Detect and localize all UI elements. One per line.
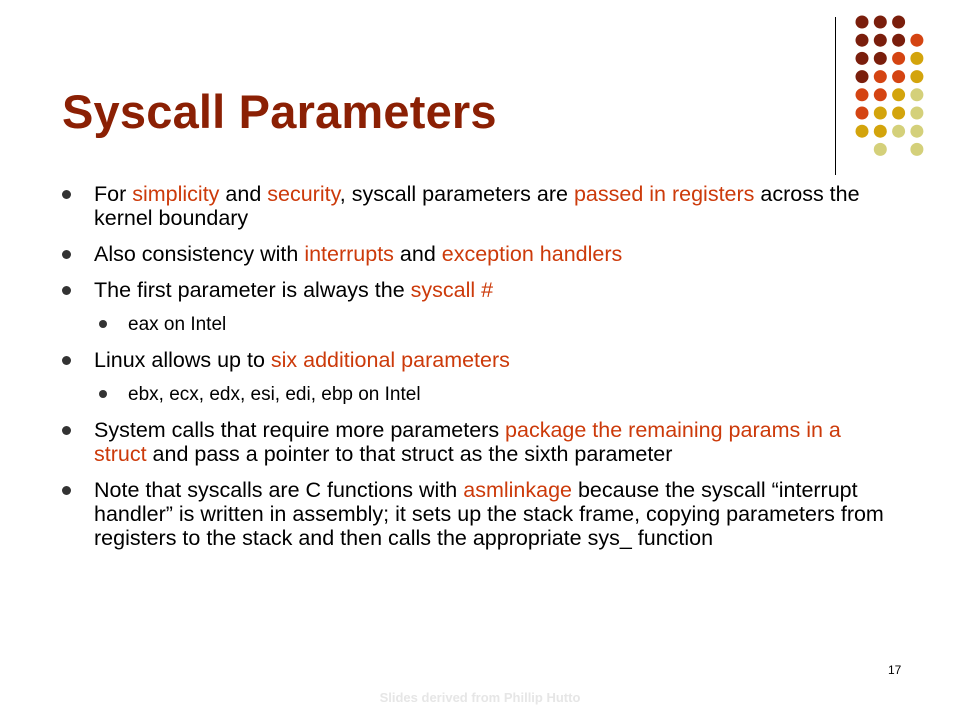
footer-credit: Slides derived from Phillip Hutto: [379, 690, 581, 705]
decorative-dot: [910, 52, 923, 65]
decorative-dot: [856, 125, 869, 138]
decorative-dot: [856, 70, 869, 83]
decorative-dot: [874, 52, 887, 65]
decorative-dot: [856, 52, 869, 65]
decorative-dot: [856, 88, 869, 101]
decorative-dot: [874, 70, 887, 83]
bullet-text: across the kernel boundary: [94, 182, 860, 230]
decorative-dot: [910, 107, 923, 120]
slide-title: Syscall Parameters: [62, 85, 497, 138]
bullet-dot-icon: [62, 286, 71, 295]
bullet-item: [62, 418, 892, 466]
bullet-text: For: [94, 182, 133, 206]
bullet-item: [62, 478, 892, 550]
decorative-dot: [874, 107, 887, 120]
highlighted-text: package the remaining params in a struct: [94, 418, 841, 466]
page-number: 17: [888, 663, 902, 677]
bullet-text: The first parameter is always the: [94, 278, 411, 302]
highlighted-text: asmlinkage: [463, 478, 572, 502]
bullet-item: [62, 348, 892, 372]
highlighted-text: syscall #: [410, 278, 494, 302]
bullet-text: Linux allows up to: [94, 348, 271, 372]
decorative-dot: [892, 70, 905, 83]
decorative-dot: [892, 16, 905, 29]
highlighted-text: simplicity: [132, 182, 220, 206]
decorative-dot: [910, 143, 923, 156]
decorative-dot: [874, 125, 887, 138]
bullet-dot-icon: [62, 356, 71, 365]
bullet-item: [62, 278, 892, 302]
bullet-text: , syscall parameters are: [339, 182, 574, 206]
decorative-dot: [892, 125, 905, 138]
bullet-text: and: [219, 182, 268, 206]
highlighted-text: security: [267, 182, 340, 206]
decorative-dot: [892, 88, 905, 101]
bullet-item: [62, 182, 892, 230]
bullet-text: Also consistency with: [94, 242, 305, 266]
sub-bullet-item: [62, 384, 892, 406]
decorative-dot: [910, 34, 923, 47]
bullet-list: [62, 182, 892, 562]
bullet-dot-icon: [62, 426, 71, 435]
bullet-item: [62, 242, 892, 266]
decorative-dot: [892, 52, 905, 65]
decorative-dot-grid: [0, 0, 960, 180]
decorative-dot: [874, 143, 887, 156]
decorative-dot: [856, 16, 869, 29]
decorative-dot: [910, 125, 923, 138]
highlighted-text: exception handlers: [441, 242, 623, 266]
decorative-dot: [856, 34, 869, 47]
decorative-dot: [874, 16, 887, 29]
decorative-dot: [892, 34, 905, 47]
decorative-dot: [874, 88, 887, 101]
decorative-dot: [910, 70, 923, 83]
decorative-dot: [874, 34, 887, 47]
highlighted-text: six additional parameters: [270, 348, 510, 372]
bullet-text: because the syscall “interrupt handler” is written in assembly; it sets up the stack frame, copying parameters from registers to the stack and then calls the appropriate sys_ function: [94, 478, 884, 550]
decorative-dot: [910, 88, 923, 101]
bullet-dot-icon: [99, 320, 107, 328]
highlighted-text: passed in registers: [573, 182, 755, 206]
bullet-text: eax on Intel: [128, 314, 227, 335]
bullet-dot-icon: [99, 390, 107, 398]
bullet-dot-icon: [62, 486, 71, 495]
sub-bullet-item: [62, 314, 892, 336]
decorative-dot: [892, 107, 905, 120]
bullet-text: and pass a pointer to that struct as the sixth parameter: [146, 442, 673, 466]
bullet-text: and: [393, 242, 442, 266]
bullet-text: Note that syscalls are C functions with: [94, 478, 464, 502]
bullet-text: System calls that require more parameters: [94, 418, 506, 442]
decorative-dot: [856, 107, 869, 120]
highlighted-text: interrupts: [304, 242, 394, 266]
bullet-dot-icon: [62, 250, 71, 259]
bullet-text: ebx, ecx, edx, esi, edi, ebp on Intel: [128, 384, 421, 405]
bullet-dot-icon: [62, 190, 71, 199]
